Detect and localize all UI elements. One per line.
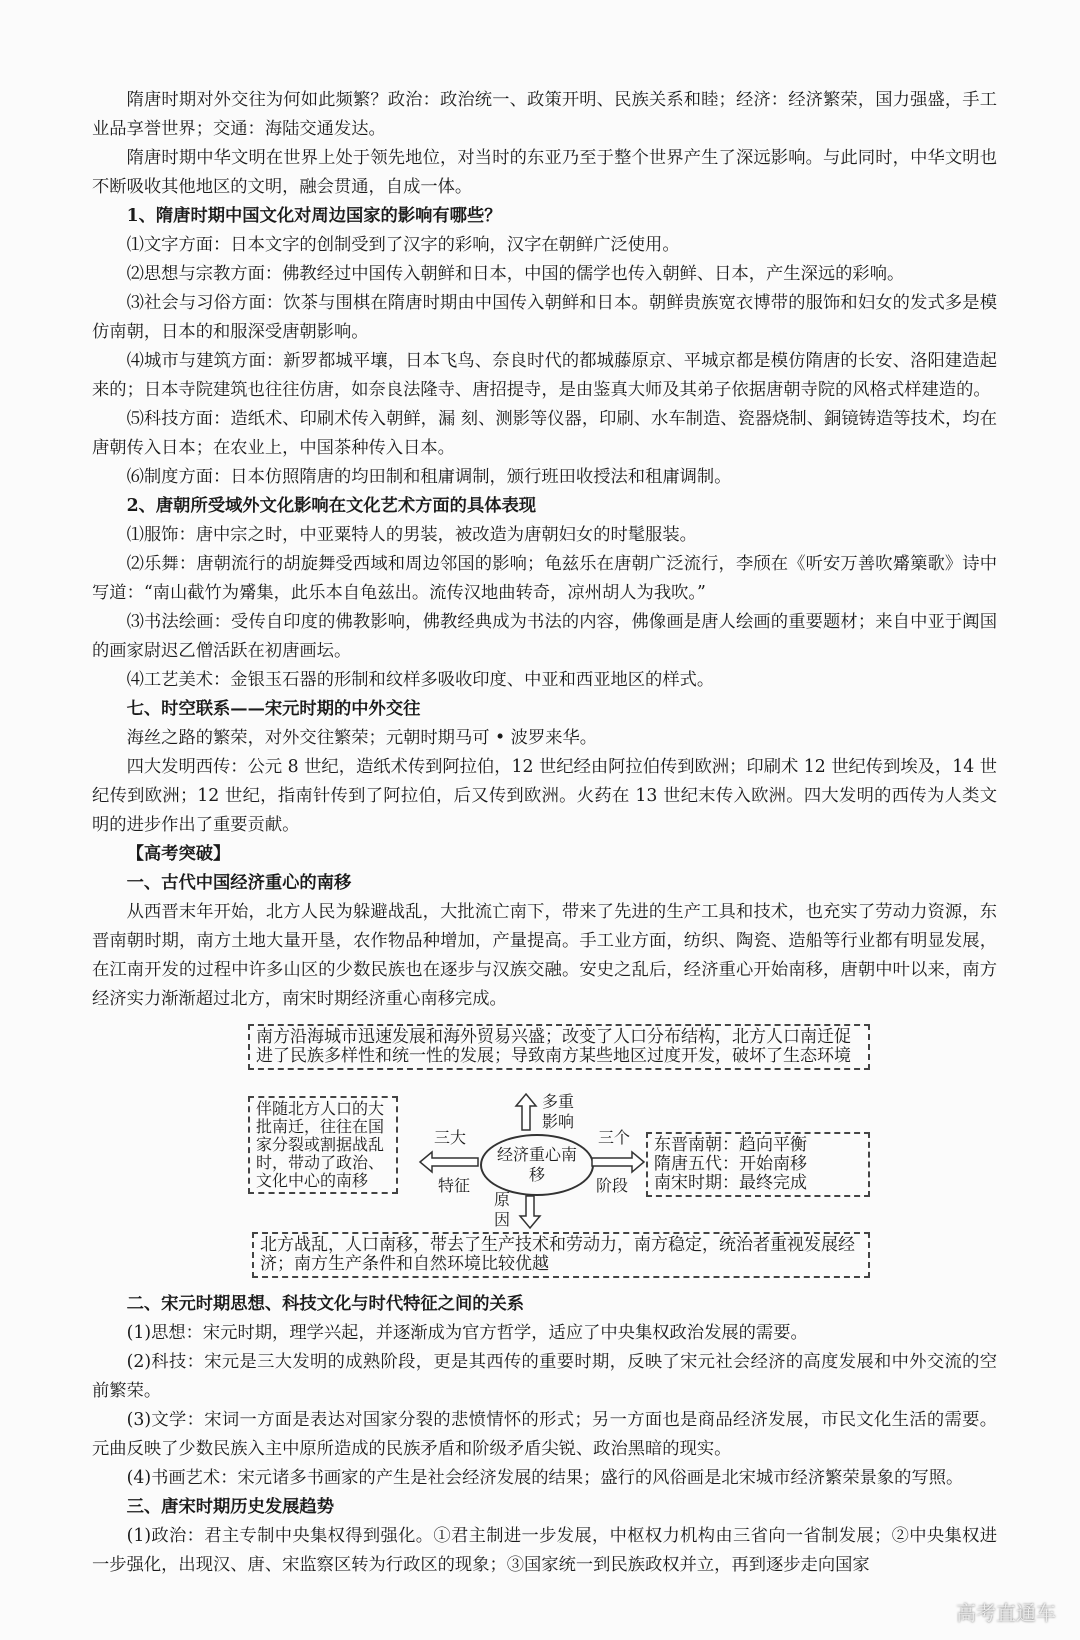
stages-label-top: 三个 (598, 1128, 631, 1147)
paragraph: (1)思想：宋元时期，理学兴起，并逐渐成为官方哲学，适应了中央集权政治发展的需要。 (126, 1323, 808, 1343)
section-heading: 一、古代中国经济重心的南移 (126, 873, 352, 893)
paragraph: ⑶社会与习俗方面：饮茶与围棋在隋唐时期由中国传入朝鲜和日本。朝鲜贵族宽衣博带的服饰和妇女的发式多是模仿南朝，日本的和服深受唐朝影响。 (92, 293, 997, 342)
paragraph: ⑴服饰：唐中宗之时，中亚粟特人的男装，被改造为唐朝妇女的时髦服装。 (126, 525, 697, 545)
stage-2: 隋唐五代：开始南移 (654, 1154, 807, 1174)
section-heading: 二、宋元时期思想、科技文化与时代特征之间的关系 (126, 1294, 525, 1314)
section-heading: 七、时空联系——宋元时期的中外交往 (126, 699, 421, 719)
center-ellipse (480, 1134, 594, 1196)
arrow-up-icon (514, 1092, 538, 1132)
paragraph: ⑵乐舞：唐朝流行的胡旋舞受西域和周边邻国的影响；龟兹乐在唐朝广泛流行，李颀在《听安万善吹觱篥歌》诗中写道：“南山截竹为觱集，此乐本自龟兹出。流传汉地曲转奇，凉州胡人为我吹。” (92, 554, 997, 603)
economic-center-diagram (248, 1024, 870, 1280)
stage-3: 南宋时期：最终完成 (654, 1173, 807, 1193)
impact-box: 南方沿海城市迅速发展和海外贸易兴盛；改变了人口分布结构，北方人口南迁促进了民族多样性和统一性的发展；导致南方某些地区过度开发，破坏了生态环境 (248, 1024, 870, 1070)
arrow-right-icon (590, 1150, 646, 1174)
arrow-down-icon (518, 1194, 542, 1230)
paragraph: (1)政治：君主专制中央集权得到强化。①君主制进一步发展，中枢权力机构由三省向一省制发展；②中央集权进一步强化，出现汉、唐、宋监察区转为行政区的现象；③国家统一到民族政权并立，再到逐步走向国家 (92, 1526, 997, 1575)
paragraph: ⑶书法绘画：受传自印度的佛教影响，佛教经典成为书法的内容，佛像画是唐人绘画的重要题材；来自中亚于阗国的画家尉迟乙僧活跃在初唐画坛。 (92, 612, 997, 661)
section-heading: 1、隋唐时期中国文化对周边国家的影响有哪些？ (126, 206, 502, 226)
paragraph: 海丝之路的繁荣，对外交往繁荣；元朝时期马可 • 波罗来华。 (126, 728, 598, 748)
paragraph: ⑷工艺美术：金银玉石器的形制和纹样多吸收印度、中亚和西亚地区的样式。 (126, 670, 715, 690)
features-label-top: 三大 (434, 1128, 467, 1147)
text-section-bottom (92, 1290, 997, 1580)
features-box: 伴随北方人口的大批南迁，往往在国家分裂或割据战乱时，带动了政治、文化中心的南移 (248, 1096, 398, 1194)
arrow-left-icon (418, 1150, 480, 1174)
paragraph: ⑷城市与建筑方面：新罗都城平壤，日本飞鸟、奈良时代的都城藤原京、平城京都是模仿隋唐的长安、洛阳建造起来的；日本寺院建筑也往往仿唐，如奈良法隆寺、唐招提寺，是由鉴真大师及其弟子依据唐朝寺院的风格式样建造的。 (92, 351, 997, 400)
causes-box: 北方战乱，人口南移，带去了生产技术和劳动力，南方稳定，统治者重视发展经济；南方生产条件和自然环境比较优越 (252, 1232, 870, 1278)
paragraph: (2)科技：宋元是三大发明的成熟阶段，更是其西传的重要时期，反映了宋元社会经济的高度发展和中外交流的空前繁荣。 (92, 1352, 997, 1401)
center-label: 经济重心南移 (497, 1145, 578, 1184)
paragraph: 隋唐时期对外交往为何如此频繁？政治：政治统一、政策开明、民族关系和睦；经济：经济繁荣，国力强盛，手工业品享誉世界；交通：海陆交通发达。 (92, 90, 997, 139)
paragraph: ⑹制度方面：日本仿照隋唐的均田制和租庸调制，颁行班田收授法和租庸调制。 (126, 467, 732, 487)
paragraph: 隋唐时期中华文明在世界上处于领先地位，对当时的东亚乃至于整个世界产生了深远影响。与此同时，中华文明也不断吸收其他地区的文明，融会贯通，自成一体。 (92, 148, 997, 197)
section-heading: 2、唐朝所受域外文化影响在文化艺术方面的具体表现 (126, 496, 537, 516)
paragraph: (3)文学：宋词一方面是表达对国家分裂的悲愤情怀的形式；另一方面也是商品经济发展，市民文化生活的需要。元曲反映了少数民族入主中原所造成的民族矛盾和阶级矛盾尖锐、政治黑暗的现实。 (92, 1410, 997, 1459)
section-heading: 三、唐宋时期历史发展趋势 (126, 1497, 334, 1517)
text-section-top (92, 86, 997, 1014)
stage-1: 东晋南朝：趋向平衡 (654, 1135, 807, 1155)
paragraph: ⑴文字方面：日本文字的创制受到了汉字的彩响，汉字在朝鲜广泛使用。 (126, 235, 680, 255)
section-heading: 【高考突破】 (126, 844, 231, 864)
paragraph: 四大发明西传：公元 8 世纪，造纸术传到阿拉伯，12 世纪经由阿拉伯传到欧洲；印刷术 12 世纪传到埃及，14 世纪传到欧洲；12 世纪，指南针传到了阿拉伯，后又传到欧洲。火药在 13 世纪末传入欧洲。四大发明的西传为人类文明的进步作出了重要贡献。 (92, 757, 997, 835)
impact-label: 多重影响 (542, 1092, 575, 1131)
paragraph: (4)书画艺术：宋元诸多书画家的产生是社会经济发展的结果；盛行的风俗画是北宋城市经济繁荣景象的写照。 (126, 1468, 964, 1488)
watermark: 高考直通车 (956, 1601, 1056, 1625)
features-label-bottom: 特征 (438, 1176, 471, 1195)
causes-label: 原因 (494, 1190, 511, 1229)
paragraph: 从西晋末年开始，北方人民为躲避战乱，大批流亡南下，带来了先进的生产工具和技术，也充实了劳动力资源，东晋南朝时期，南方土地大量开垦，农作物品种增加，产量提高。手工业方面，纺织、陶瓷、造船等行业都有明显发展，在江南开发的过程中许多山区的少数民族也在逐步与汉族交融。安史之乱后，经济重心开始南移，唐朝中叶以来，南方经济实力渐渐超过北方，南宋时期经济重心南移完成。 (92, 902, 997, 1009)
stages-box (646, 1132, 870, 1197)
paragraph: ⑵思想与宗教方面：佛教经过中国传入朝鲜和日本，中国的儒学也传入朝鲜、日本，产生深远的彩响。 (126, 264, 905, 284)
stages-label-bottom: 阶段 (596, 1176, 629, 1195)
paragraph: ⑸科技方面：造纸术、印刷术传入朝鲜，漏 刻、测影等仪器，印刷、水车制造、瓷器烧制、銅镜铸造等技术，均在唐朝传入日本；在农业上，中国茶种传入日本。 (92, 409, 997, 458)
